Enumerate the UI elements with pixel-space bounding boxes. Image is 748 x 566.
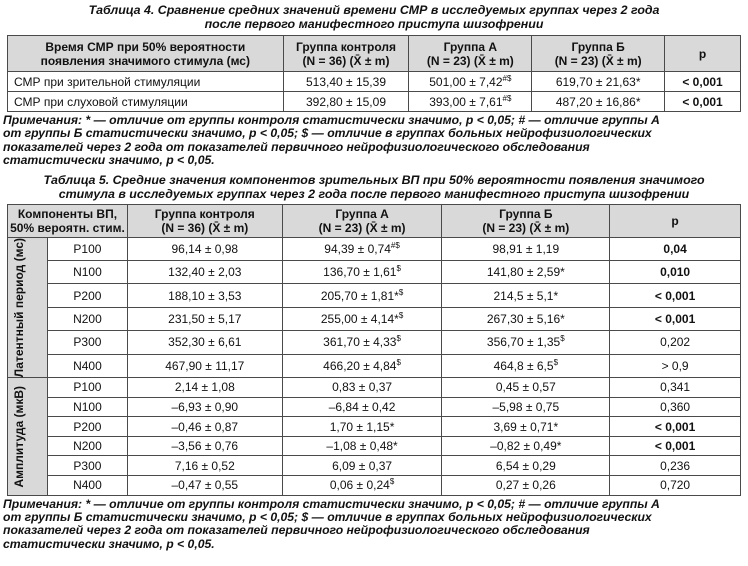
table5-caption (0, 173, 748, 201)
component-name (47, 261, 127, 284)
component-name (47, 307, 127, 330)
table5-header-group-b: Группа Б (N = 23) (X̄ ± m) (442, 204, 610, 237)
group-a-value (282, 284, 442, 307)
group-b-value (532, 92, 665, 112)
group-a-value-text: 6,09 ± 0,37 (332, 458, 393, 473)
p-value-text: 0,010 (660, 265, 691, 280)
p-value (610, 456, 741, 476)
group-b-value-text: –0,82 ± 0,49* (490, 439, 562, 454)
component-name-text: P200 (73, 288, 102, 303)
control-value-text: 188,10 ± 3,53 (168, 288, 242, 303)
group-a-value-text: 0,83 ± 0,37 (332, 380, 393, 395)
p-value (610, 237, 741, 260)
group-b-value (532, 72, 665, 92)
p-value (610, 397, 741, 417)
component-name-text: P300 (73, 458, 102, 473)
group-a-value (282, 261, 442, 284)
control-value-text: –6,93 ± 0,90 (171, 399, 239, 414)
group-b-value (442, 417, 610, 437)
group-b-value (442, 476, 610, 496)
group-a-value (409, 92, 532, 112)
table4-header-measure: Время СМР при 50% вероятности появления значимого стимула (мс) (8, 36, 284, 72)
component-name (47, 476, 127, 496)
p-value-text: 0,360 (660, 399, 691, 414)
p-value (610, 261, 741, 284)
group-b-value (442, 331, 610, 354)
table4-body (8, 72, 741, 112)
table5-caption-line2: стимула в исследуемых группах через 2 года после первого манифестного приступа шизофрении (58, 186, 690, 201)
group-a-value-text: 255,00 ± 4,14* (320, 311, 399, 326)
table-row (8, 331, 741, 354)
table5-caption-line1: Таблица 5. Средние значения компонентов зрительных ВП при 50% вероятности появления значимого (43, 172, 705, 187)
group-b-value-text: 214,5 ± 5,1* (493, 288, 559, 303)
p-value (610, 307, 741, 330)
p-value (665, 92, 741, 112)
table5-note: Примечания: * — отличие от группы контроля статистически значимо, p < 0,05; # — отличие группы А от группы Б статистически значимо, p < 0,05; $ — отличие в группах больных нейрофизиологических показателей через 2 года от показателей первичного нейрофизиологического обследования статистически значимо, p < 0,05. (3, 496, 660, 551)
row-label-text: СМР при зрительной стимуляции (14, 74, 201, 89)
control-value-text: 352,30 ± 6,61 (168, 335, 242, 350)
p-value (610, 284, 741, 307)
group-b-value-text: 141,80 ± 2,59* (486, 265, 565, 280)
group-a-value-text: 466,20 ± 4,84 (323, 358, 397, 373)
group-a-value-text: 501,00 ± 7,42 (429, 74, 503, 89)
component-name (47, 378, 127, 398)
control-value-text: –3,56 ± 0,76 (171, 439, 239, 454)
group-b-value-text: 0,45 ± 0,57 (495, 380, 556, 395)
group-a-value-footnote: #$ (502, 93, 512, 103)
p-value-text: > 0,9 (661, 358, 689, 373)
table-row (8, 456, 741, 476)
table-row (8, 307, 741, 330)
component-name (47, 284, 127, 307)
group-a-value-footnote: $ (398, 310, 404, 320)
component-name (47, 354, 127, 377)
group-a-value-footnote: $ (396, 357, 401, 367)
control-value-text: 231,50 ± 5,17 (168, 311, 242, 326)
group-a-value (282, 417, 442, 437)
group-a-value-text: 1,70 ± 1,15* (329, 419, 395, 434)
table-row (8, 72, 741, 92)
control-value-text: 513,40 ± 15,39 (306, 74, 386, 89)
table4-note: Примечания: * — отличие от группы контроля статистически значимо, p < 0,05; # — отличие группы А от группы Б статистически значимо, p < 0,05; $ — отличие в группах больных нейрофизиологических показателей через 2 года от показателей первичного нейрофизиологического обследования статистически значимо, p < 0,05. (3, 113, 660, 168)
control-value-text: 392,80 ± 15,09 (306, 94, 386, 109)
table-row (8, 476, 741, 496)
group-b-value-text: 3,69 ± 0,71* (493, 419, 559, 434)
table5-header-control: Группа контроля (N = 36) (X̄ ± m) (127, 204, 282, 237)
group-b-value-text: 619,70 ± 21,63* (555, 74, 641, 89)
table-row (8, 417, 741, 437)
table4-header-control: Группа контроля (N = 36) (X̄ ± m) (283, 36, 409, 72)
control-value-text: 132,40 ± 2,03 (168, 265, 242, 280)
group-a-value-footnote: $ (396, 264, 401, 274)
p-value-text: 0,341 (660, 380, 691, 395)
group-a-value (282, 331, 442, 354)
table-row (8, 284, 741, 307)
table-row (8, 378, 741, 398)
group-b-value-text: 98,91 ± 1,19 (492, 241, 560, 256)
group-a-value (282, 237, 442, 260)
row-label-text: СМР при слуховой стимуляции (14, 94, 188, 109)
group-a-value-text: 136,70 ± 1,61 (323, 265, 397, 280)
table5-header-p: p (610, 204, 741, 237)
row-label (8, 92, 284, 112)
control-value-text: 7,16 ± 0,52 (174, 458, 235, 473)
p-value (610, 476, 741, 496)
control-value (283, 92, 409, 112)
group-b-value-text: 487,20 ± 16,86* (555, 94, 641, 109)
component-name-text: N400 (73, 478, 102, 493)
component-name (47, 417, 127, 437)
table-row (8, 237, 741, 260)
component-name-text: P200 (73, 419, 102, 434)
control-value-text: 467,90 ± 11,17 (165, 358, 245, 373)
component-name (47, 456, 127, 476)
table4 (7, 35, 741, 112)
component-name-text: N400 (73, 358, 102, 373)
control-value (127, 397, 282, 417)
group-a-value-text: 361,70 ± 4,33 (323, 335, 397, 350)
control-value (127, 436, 282, 456)
table4-header-p: p (665, 36, 741, 72)
amplitude-group-label: Амплитуда (мкВ) (12, 385, 27, 488)
component-name-text: N100 (73, 265, 102, 280)
latency-group-label: Латентный период (мс) (12, 237, 27, 378)
p-value-text: < 0,001 (654, 419, 696, 434)
p-value-text: < 0,001 (654, 439, 696, 454)
control-value-text: –0,47 ± 0,55 (171, 478, 239, 493)
p-value-text: < 0,001 (682, 94, 723, 109)
group-a-value-footnote: $ (396, 334, 401, 344)
group-b-value (442, 354, 610, 377)
group-a-value-text: –1,08 ± 0,48* (326, 439, 398, 454)
group-b-value-text: 267,30 ± 5,16* (486, 311, 565, 326)
control-value (127, 307, 282, 330)
group-b-value-text: 464,8 ± 6,5 (493, 358, 554, 373)
control-value (127, 456, 282, 476)
control-value (127, 378, 282, 398)
p-value (610, 378, 741, 398)
component-name-text: N200 (73, 439, 102, 454)
p-value-text: 0,04 (663, 241, 687, 256)
group-b-value-text: 356,70 ± 1,35 (486, 335, 561, 350)
group-a-value-text: 205,70 ± 1,81* (320, 288, 399, 303)
group-a-value (282, 307, 442, 330)
p-value-text: < 0,001 (654, 288, 696, 303)
group-a-value (282, 436, 442, 456)
group-b-value (442, 397, 610, 417)
p-value-text: 0,720 (660, 478, 691, 493)
component-name-text: P100 (73, 380, 102, 395)
table5 (7, 204, 741, 496)
control-value (127, 261, 282, 284)
component-name-text: P300 (73, 335, 102, 350)
group-a-value-footnote: #$ (390, 240, 400, 250)
group-b-value (442, 237, 610, 260)
p-value (610, 417, 741, 437)
component-name-text: N100 (73, 399, 102, 414)
group-a-value-text: 393,00 ± 7,61 (429, 94, 503, 109)
group-b-value (442, 436, 610, 456)
component-name (47, 237, 127, 260)
p-value-text: 0,236 (660, 458, 691, 473)
group-a-value (282, 456, 442, 476)
component-name-text: N200 (73, 311, 102, 326)
p-value (610, 354, 741, 377)
group-b-value (442, 456, 610, 476)
table5-header-group-a: Группа А (N = 23) (X̄ ± m) (282, 204, 442, 237)
group-a-value-text: 0,06 ± 0,24 (329, 478, 390, 493)
control-value (127, 476, 282, 496)
group-a-value-text: 94,39 ± 0,74 (324, 241, 391, 256)
table5-header-component: Компоненты ВП, 50% вероятн. стим. (8, 204, 128, 237)
group-a-value-text: –6,84 ± 0,42 (328, 399, 396, 414)
table-row (8, 261, 741, 284)
component-name-text: P100 (73, 241, 102, 256)
p-value (610, 331, 741, 354)
group-b-value-footnote: $ (553, 357, 559, 367)
group-b-value (442, 307, 610, 330)
table-row (8, 354, 741, 377)
table-row (8, 397, 741, 417)
control-value (127, 237, 282, 260)
table4-caption-line1: Таблица 4. Сравнение средних значений времени СМР в исследуемых группах через 2 года (88, 3, 660, 17)
component-name (47, 436, 127, 456)
p-value (665, 72, 741, 92)
control-value (283, 72, 409, 92)
control-value (127, 284, 282, 307)
table4-header-group-a: Группа А (N = 23) (X̄ ± m) (409, 36, 532, 72)
table4-header-group-b: Группа Б (N = 23) (X̄ ± m) (532, 36, 665, 72)
group-b-value-text: 0,27 ± 0,26 (495, 478, 556, 493)
group-a-value (282, 354, 442, 377)
group-b-value (442, 378, 610, 398)
row-label (8, 72, 284, 92)
amplitude-group (8, 378, 48, 496)
group-b-value-text: 6,54 ± 0,29 (495, 458, 556, 473)
group-a-value (282, 397, 442, 417)
table-row (8, 92, 741, 112)
control-value-text: –0,46 ± 0,87 (171, 419, 239, 434)
group-a-value (409, 72, 532, 92)
latency-group (8, 237, 48, 377)
group-a-value-footnote: $ (389, 477, 395, 487)
control-value (127, 417, 282, 437)
control-value (127, 354, 282, 377)
table4-caption (0, 3, 748, 31)
control-value-text: 2,14 ± 1,08 (174, 380, 235, 395)
group-a-value (282, 378, 442, 398)
table5-body (8, 237, 741, 495)
table4-caption-line2: после первого манифестного приступа шизофрении (204, 17, 544, 31)
group-b-value (442, 261, 610, 284)
component-name (47, 397, 127, 417)
control-value (127, 331, 282, 354)
p-value-text: < 0,001 (654, 311, 696, 326)
group-a-value (282, 476, 442, 496)
group-a-value-footnote: #$ (502, 73, 512, 83)
p-value-text: < 0,001 (682, 74, 723, 89)
p-value (610, 436, 741, 456)
component-name (47, 331, 127, 354)
group-a-value-footnote: $ (398, 287, 404, 297)
table-row (8, 436, 741, 456)
group-b-value-footnote: $ (560, 334, 565, 344)
control-value-text: 96,14 ± 0,98 (171, 241, 239, 256)
group-b-value-text: –5,98 ± 0,75 (492, 399, 560, 414)
p-value-text: 0,202 (660, 335, 691, 350)
group-b-value (442, 284, 610, 307)
